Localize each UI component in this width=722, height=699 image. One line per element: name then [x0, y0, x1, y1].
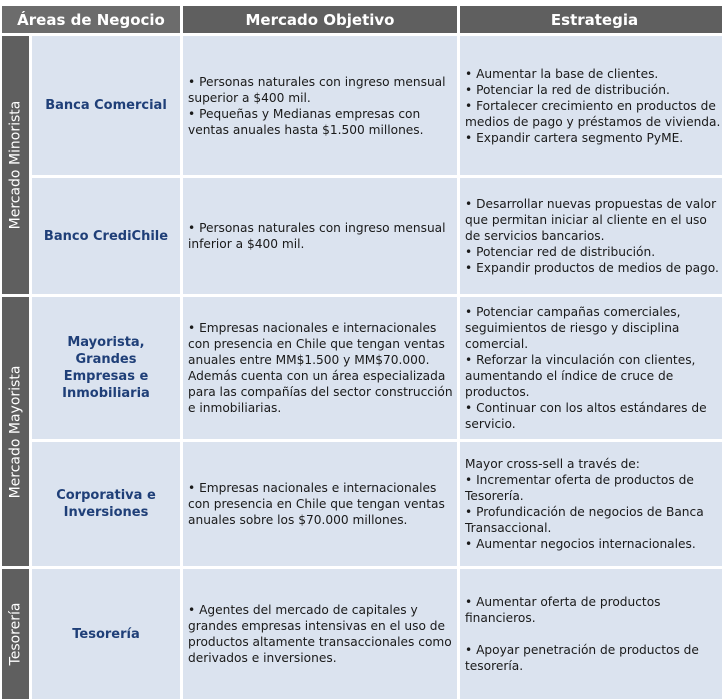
text-line: • Pequeñas y Medianas empresas con ventas anuales hasta $1.500 millones. [188, 106, 424, 137]
area-cell: Banco CrediChile [32, 178, 180, 294]
text-line: • Desarrollar nuevas propuestas de valor que permitan iniciar al cliente en el uso de servicios bancarios. [465, 197, 717, 243]
text-line: • Personas naturales con ingreso mensual superior a $400 mil. [188, 74, 446, 105]
area-cell: Banca Comercial [32, 36, 180, 175]
text-line: • Profundicación de negocios de Banca Transaccional. [465, 505, 704, 535]
text-line: • Apoyar penetración de productos de tesorería. [465, 643, 699, 673]
estrategia-cell [460, 442, 722, 566]
text-line: • Potenciar red de distribución. [465, 245, 656, 259]
segment-mayorista [2, 297, 29, 566]
text-line: • Expandir cartera segmento PyME. [465, 130, 684, 145]
estrategia-cell [460, 569, 722, 699]
mercado-cell [183, 442, 457, 566]
text-line: • Potenciar la red de distribución. [465, 82, 670, 97]
area-cell: Mayorista, Grandes Empresas e Inmobiliaria [32, 297, 180, 439]
text-line: • Empresas nacionales e internacionales con presencia en Chile que tengan ventas anuales entre MM$1.500 y MM$70.000. Además cuenta con un área especializada para las compañías del sector construcción e inmobiliarias. [188, 321, 453, 415]
segment-label: Mercado Mayorista [7, 365, 24, 498]
segment-label: Tesorería [7, 602, 24, 666]
area-cell: Tesorería [32, 569, 180, 699]
spacer [465, 626, 722, 642]
estrategia-cell [460, 297, 722, 439]
mercado-cell [183, 569, 457, 699]
text-line: • Reforzar la vinculación con clientes, aumentando el índice de cruce de productos. [465, 353, 696, 399]
segment-minorista [2, 36, 29, 294]
text-line: • Incrementar oferta de productos de Tesorería. [465, 473, 694, 503]
segment-tesoreria [2, 569, 29, 699]
header-areas: Áreas de Negocio [2, 6, 180, 33]
mercado-cell [183, 178, 457, 294]
text-line: • Aumentar oferta de productos financieros. [465, 595, 661, 625]
text-line: • Continuar con los altos estándares de servicio. [465, 401, 707, 431]
text-line: • Aumentar negocios internacionales. [465, 537, 696, 551]
text-line: • Empresas nacionales e internacionales con presencia en Chile que tengan ventas anuales sobre los $70.000 millones. [188, 481, 445, 527]
estrategia-cell [460, 36, 722, 175]
business-areas-table [2, 6, 722, 699]
area-cell: Corporativa e Inversiones [32, 442, 180, 566]
text-line: • Aumentar la base de clientes. [465, 66, 659, 81]
text-line: • Agentes del mercado de capitales y grandes empresas intensivas en el uso de productos altamente transaccionales como derivados e inversiones. [188, 603, 452, 665]
mercado-cell [183, 297, 457, 439]
mercado-cell [183, 36, 457, 175]
header-estrategia: Estrategia [460, 6, 722, 33]
text-line: Mayor cross-sell a través de: [465, 457, 640, 471]
header-mercado: Mercado Objetivo [183, 6, 457, 33]
text-line: • Personas naturales con ingreso mensual inferior a $400 mil. [188, 221, 446, 251]
segment-label: Mercado Minorista [7, 100, 24, 230]
text-line: • Expandir productos de medios de pago. [465, 261, 719, 275]
text-line: • Potenciar campañas comerciales, seguimientos de riesgo y disciplina comercial. [465, 305, 681, 351]
text-line: • Fortalecer crecimiento en productos de medios de pago y préstamos de vivienda. [465, 98, 721, 129]
estrategia-cell [460, 178, 722, 294]
